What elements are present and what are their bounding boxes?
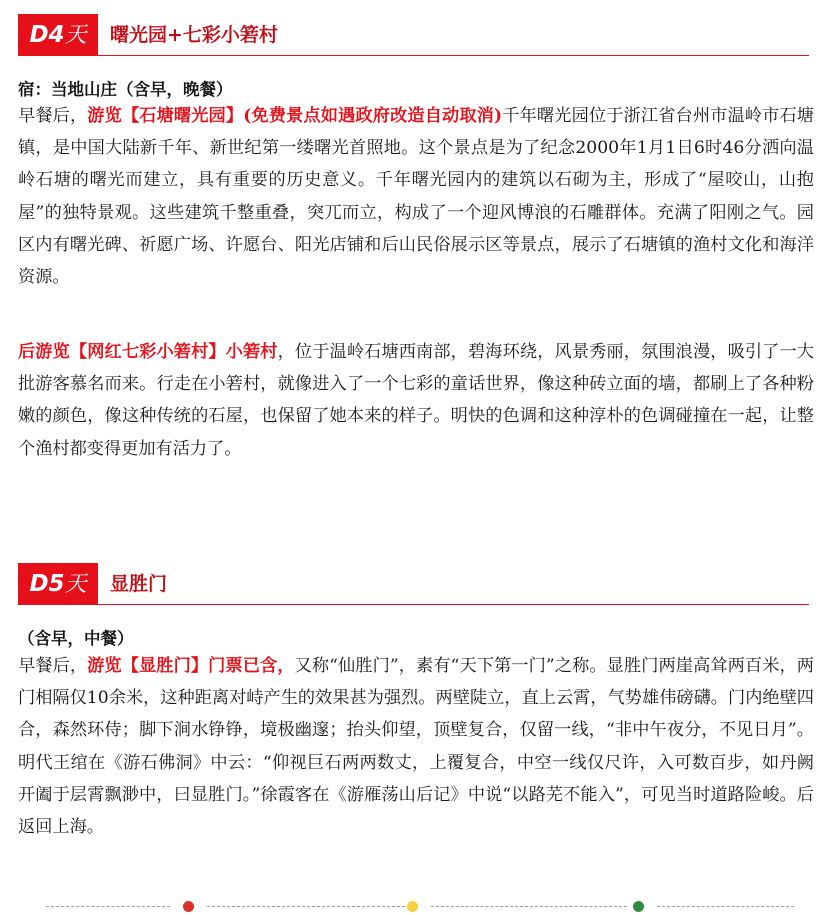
day5-badge bbox=[18, 563, 98, 605]
footer-dot-yellow bbox=[407, 901, 418, 912]
day4-badge bbox=[18, 14, 98, 56]
footer-dash bbox=[431, 906, 627, 907]
day4-p1-lead: 早餐后， bbox=[18, 106, 88, 126]
day5-lodging: （含早，中餐） bbox=[18, 629, 134, 648]
day4-paragraph-1 bbox=[18, 100, 814, 293]
day4-header bbox=[18, 14, 809, 56]
day4-p1-text: 千年曙光园位于浙江省台州市温岭市石塘镇，是中国大陆新千年、新世纪第一缕曙光首照地。这个景点是为了纪念2000年1月1日6时46分洒向温岭石塘的曙光而建立，具有重要的历史意义。千年曙光园内的建筑以石砌为主，形成了“屋咬山，山抱屋”的独特景观。这些建筑千整重叠，突兀而立，构成了一个迎风博浪的石雕群体。充满了阳刚之气。园区内有曙光碑、祈愿广场、许愿台、阳光店铺和后山民俗展示区等景点，展示了石塘镇的渔村文化和海洋资源。 bbox=[18, 106, 814, 288]
day4-paragraph-2 bbox=[18, 336, 814, 465]
day4-badge-suffix: 天 bbox=[64, 23, 87, 48]
day5-badge-number: D5 bbox=[29, 571, 65, 597]
day4-divider bbox=[18, 55, 809, 56]
day4-badge-number: D4 bbox=[29, 22, 65, 48]
day5-p1-lead: 早餐后， bbox=[18, 656, 88, 676]
footer-dot-red bbox=[183, 901, 194, 912]
footer-dash bbox=[207, 906, 405, 907]
day4-title: 曙光园+七彩小箬村 bbox=[110, 24, 278, 46]
day5-divider bbox=[18, 604, 809, 605]
footer-divider bbox=[46, 898, 794, 915]
day5-header bbox=[18, 563, 809, 605]
footer-dash bbox=[657, 906, 794, 907]
day5-paragraph-1 bbox=[18, 650, 814, 843]
day4-p2-text: ，位于温岭石塘西南部，碧海环绕，风景秀丽，氛围浪漫，吸引了一大批游客慕名而来。行走在小箬村，就像进入了一个七彩的童话世界，像这种砖立面的墙，都刷上了各种粉嫩的颜色，像这种传统的石屋，也保留了她本来的样子。明快的色调和这种淳朴的色调碰撞在一起，让整个渔村都变得更加有活力了。 bbox=[18, 342, 814, 459]
day5-p1-highlight: 游览【显胜门】门票已含， bbox=[87, 656, 295, 676]
footer-dot-green bbox=[633, 901, 644, 912]
day5-title: 显胜门 bbox=[110, 573, 168, 595]
day4-p1-highlight: 游览【石塘曙光园】(免费景点如遇政府改造自动取消) bbox=[87, 106, 503, 126]
footer-dash bbox=[46, 906, 170, 907]
day5-badge-suffix: 天 bbox=[64, 572, 87, 597]
day5-p1-text: 又称“仙胜门”，素有“天下第一门”之称。显胜门两崖高耸两百米，两门相隔仅10余米，这种距离对峙产生的效果甚为强烈。两壁陡立，直上云霄，气势雄伟磅礴。门内绝壁四合，森然环侍；脚下涧水铮铮，境极幽邃；抬头仰望，顶壁复合，仅留一线，“非中午夜分，不见日月”。明代王绾在《游石佛洞》中云：“仰视巨石两两数丈，上覆复合，中空一线仅尺许，入可数百步，如丹阙开阖于层霄飘渺中，曰显胜门。”徐霞客在《游雁荡山后记》中说“以路芜不能入”，可见当时道路险峻。后返回上海。 bbox=[18, 656, 814, 838]
day4-lodging: 宿：当地山庄（含早，晚餐） bbox=[18, 80, 233, 99]
day4-p2-highlight: 后游览【网红七彩小箬村】小箬村 bbox=[18, 342, 278, 362]
